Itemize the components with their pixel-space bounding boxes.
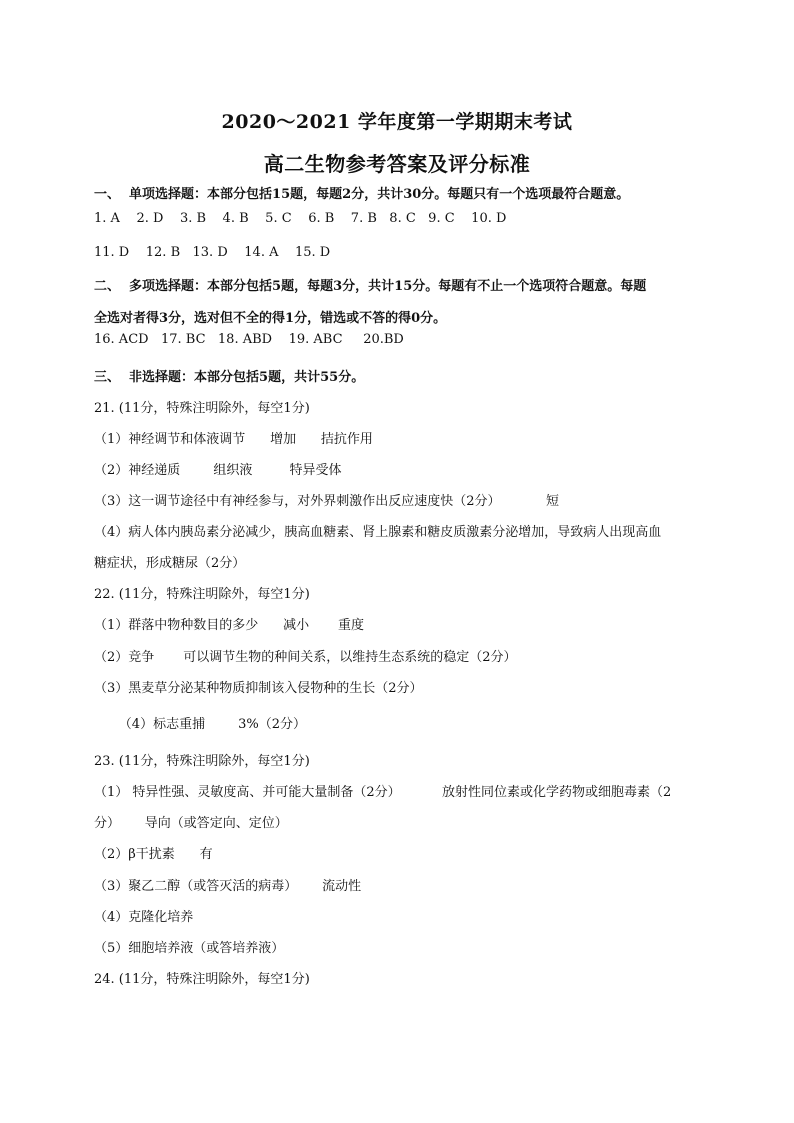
section-3-header: 三、 非选择题：本部分包括5题，共计55分。 (94, 370, 365, 385)
q23-answer-1-cont: 分） 导向（或答定向、定位） (94, 816, 288, 831)
q21-answer-4: （4）病人体内胰岛素分泌减少，胰高血糖素、肾上腺素和糖皮质激素分泌增加，导致病人出现高血 (94, 525, 662, 540)
q23-answer-5: （5）细胞培养液（或答培养液） (94, 941, 285, 956)
q22-answer-4: （4）标志重捕 3%（2分） (94, 717, 307, 732)
q23-header: 23. (11分，特殊注明除外，每空1分) (94, 754, 310, 769)
q23-answer-4: （4）克隆化培养 (94, 910, 194, 925)
q23-answer-3: （3）聚乙二醇（或答灭活的病毒） 流动性 (94, 879, 362, 894)
answers-11-15: 11. D 12. B 13. D 14. A 15. D (94, 245, 331, 260)
q22-answer-2: （2）竞争 可以调节生物的种间关系，以维持生态系统的稳定（2分） (94, 650, 517, 665)
q22-header: 22. (11分，特殊注明除外，每空1分) (94, 587, 310, 602)
answers-16-20: 16. ACD 17. BC 18. ABD 19. ABC 20.BD (94, 332, 404, 347)
section-2-header: 二、 多项选择题：本部分包括5题，每题3分，共计15分。每题有不止一个选项符合题意。每题 (94, 279, 647, 294)
q21-answer-2: （2）神经递质 组织液 特异受体 (94, 463, 342, 478)
answers-1-10: 1. A 2. D 3. B 4. B 5. C 6. B 7. B 8. C 9. C 10. D (94, 211, 507, 226)
q22-answer-3: （3）黑麦草分泌某种物质抑制该入侵物种的生长（2分） (94, 681, 423, 696)
q21-answer-3: （3）这一调节途径中有神经参与，对外界刺激作出反应速度快（2分） 短 (94, 494, 559, 509)
section-2-scoring: 全选对者得3分，选对但不全的得1分，错选或不答的得0分。 (94, 311, 447, 326)
exam-subtitle: 高二生物参考答案及评分标准 (263, 152, 531, 176)
exam-title: 2020～2021 学年度第一学期期末考试 (221, 111, 573, 133)
q21-answer-1: （1）神经调节和体液调节 增加 拮抗作用 (94, 432, 373, 447)
q22-answer-1: （1）群落中物种数目的多少 减小 重度 (94, 618, 364, 633)
section-1-header: 一、 单项选择题：本部分包括15题，每题2分，共计30分。每题只有一个选项最符合题意。 (94, 187, 630, 202)
q21-answer-4-cont: 糖症状，形成糖尿（2分） (94, 556, 246, 571)
q23-answer-1: （1） 特异性强、灵敏度高、并可能大量制备（2分） 放射性同位素或化学药物或细胞毒素（2 (94, 785, 672, 800)
q21-header: 21. (11分，特殊注明除外，每空1分) (94, 401, 310, 416)
q23-answer-2: （2）β干扰素 有 (94, 847, 213, 862)
q24-header: 24. (11分，特殊注明除外，每空1分) (94, 972, 310, 987)
